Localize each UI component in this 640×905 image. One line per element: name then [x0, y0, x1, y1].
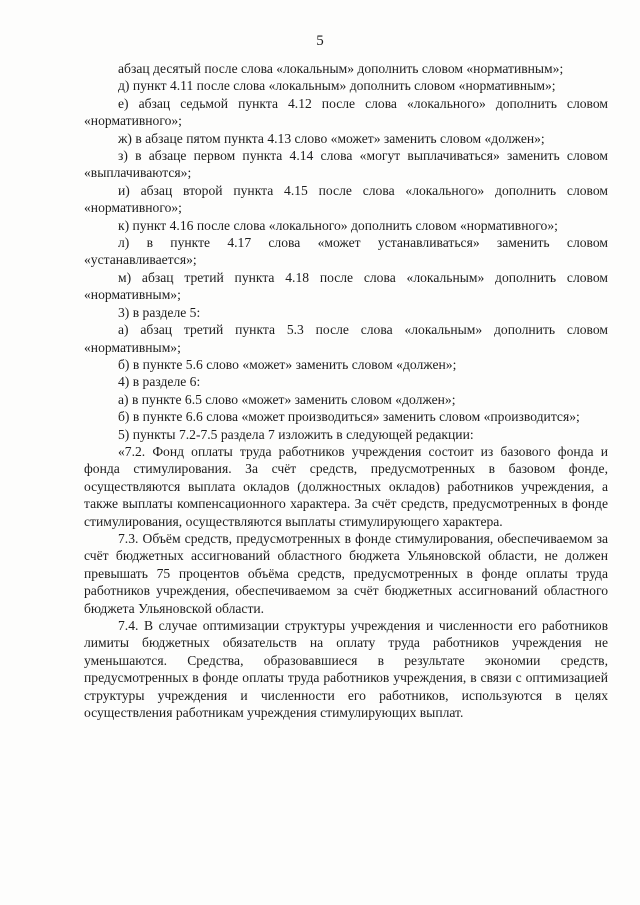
- paragraph-13: 4) в разделе 6:: [118, 374, 201, 390]
- paragraph-9: м) абзац третий пункта 4.18 после слова «локальным» дополнить словом «нормативным»;: [84, 269, 608, 303]
- paragraph-3: е) абзац седьмой пункта 4.12 после слова «локального» дополнить словом «нормативного»;: [84, 95, 608, 129]
- paragraph-19: 7.4. В случае оптимизации структуры учреждения и численности его работников лимиты бюджетных обязательств на оплату труда работников учреждения не уменьшаются. Средства, образовавшиеся в результате экономии средств, предусмотренных в фонде оплаты труда работников учреждения, в связи с оптимизацией структуры учреждения и численности его работников, используются в целях осуществления работникам учреждения стимулирующих выплат.: [84, 618, 608, 721]
- paragraph-8: л) в пункте 4.17 слова «может устанавливаться» заменить словом «устанавливается»;: [84, 235, 608, 268]
- page-number: 5: [316, 33, 324, 49]
- paragraph-5: з) в абзаце первом пункта 4.14 слова «могут выплачиваться» заменить словом «выплачиваются»;: [84, 148, 608, 181]
- paragraph-17: «7.2. Фонд оплаты труда работников учреждения состоит из базового фонда и фонда стимулирования. За счёт средств, предусмотренных в базовом фонде, осуществляются выплата окладов (должностных окладов) работников учреждения, а также выплаты компенсационного характера. За счёт средств, предусмотренных в фонде стимулирования, осуществляются выплаты стимулирующего характера.: [84, 443, 608, 529]
- paragraph-10: 3) в разделе 5:: [118, 304, 201, 320]
- paragraph-2: д) пункт 4.11 после слова «локальным» дополнить словом «нормативным»;: [118, 78, 556, 94]
- paragraph-4: ж) в абзаце пятом пункта 4.13 слово «может» заменить словом «должен»;: [118, 130, 545, 146]
- paragraph-1: абзац десятый после слова «локальным» дополнить словом «нормативным»;: [118, 61, 564, 76]
- paragraph-14: а) в пункте 6.5 слово «может» заменить словом «должен»;: [118, 391, 456, 407]
- paragraph-15: б) в пункте 6.6 слова «может производиться» заменить словом «производится»;: [118, 409, 580, 425]
- paragraph-12: б) в пункте 5.6 слово «может» заменить словом «должен»;: [118, 356, 457, 372]
- document-body: [84, 60, 608, 721]
- paragraph-11: а) абзац третий пункта 5.3 после слова «локальным» дополнить словом «нормативным»;: [84, 322, 608, 355]
- paragraph-7: к) пункт 4.16 после слова «локального» дополнить словом «нормативного»;: [118, 217, 558, 233]
- paragraph-16: 5) пункты 7.2-7.5 раздела 7 изложить в следующей редакции:: [118, 426, 474, 442]
- paragraph-18: 7.3. Объём средств, предусмотренных в фонде стимулирования, обеспечиваемом за счёт бюджетных ассигнований областного бюджета Ульяновской области, не должен превышать 75 процентов объёма средств, предусмотренных в фонде оплаты труда работников учреждения, обеспечиваемом за счёт бюджетных ассигнований областного бюджета Ульяновской области.: [84, 530, 608, 616]
- paragraph-6: и) абзац второй пункта 4.15 после слова «локального» дополнить словом «нормативного»;: [84, 182, 608, 216]
